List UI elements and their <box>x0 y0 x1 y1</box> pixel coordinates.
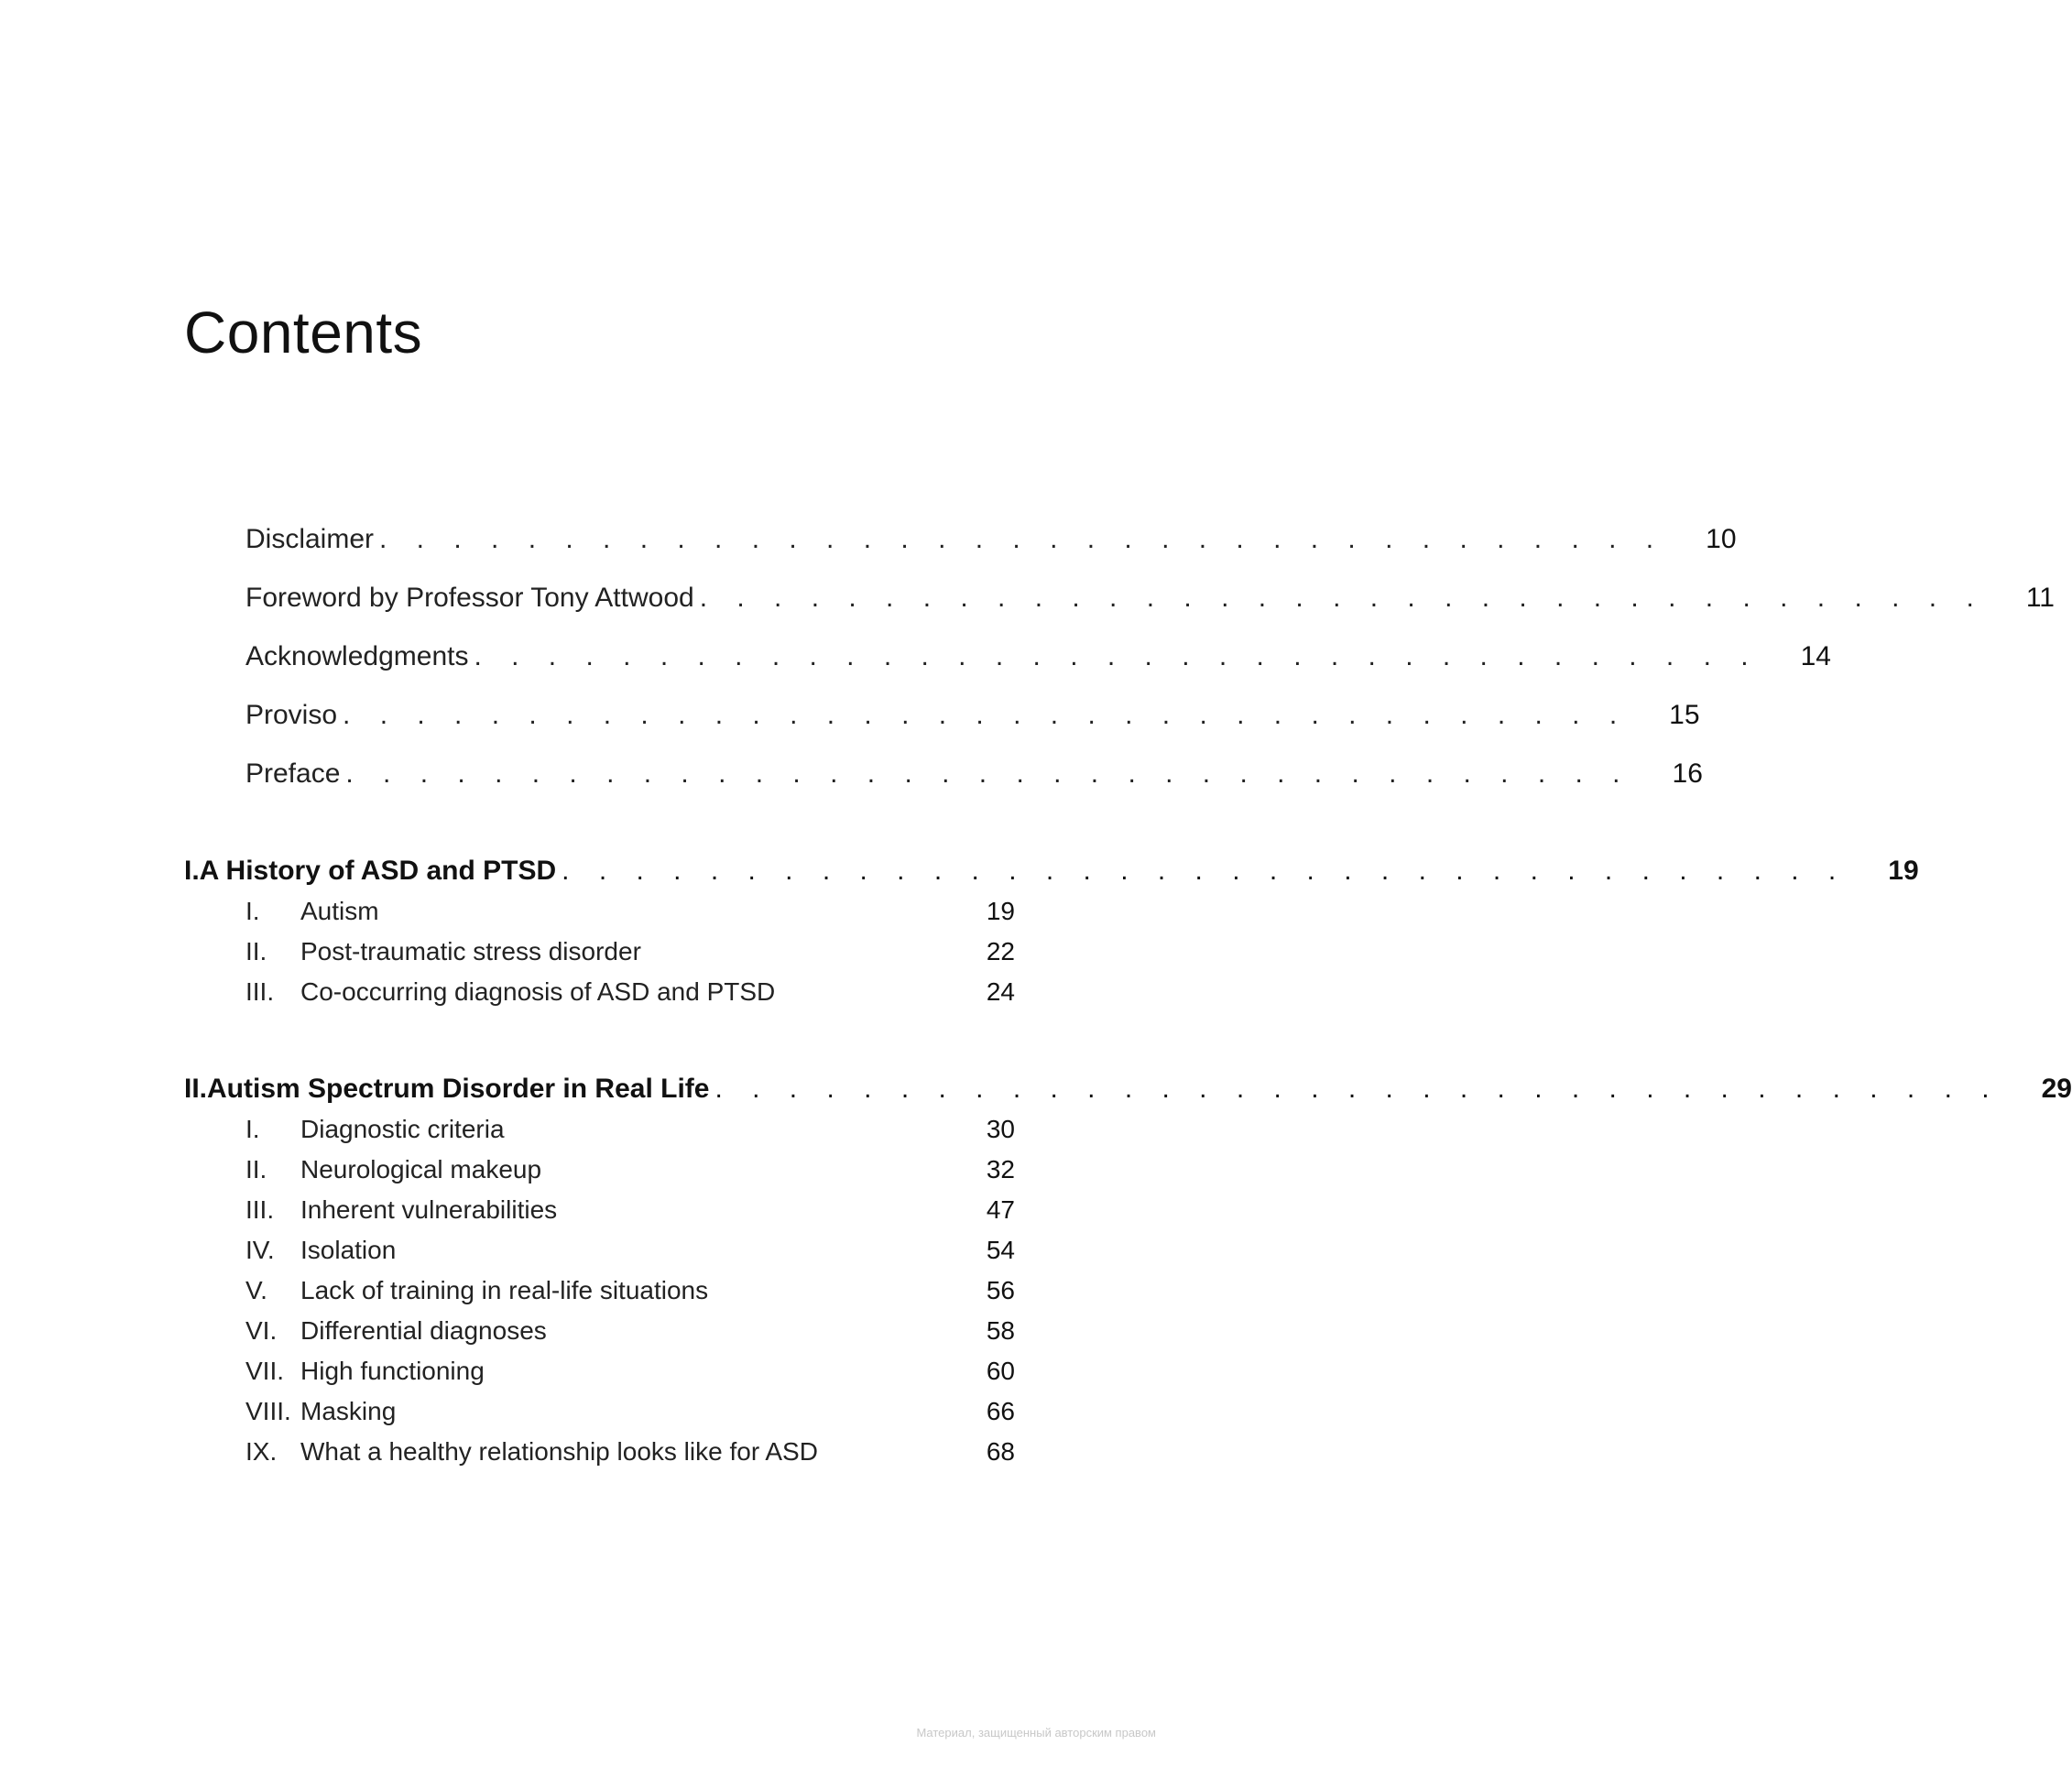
section-number: II. <box>245 1155 267 1183</box>
toc-entry-label: Acknowledgments <box>245 641 469 671</box>
toc-section[interactable] <box>245 1272 1015 1309</box>
toc-section[interactable] <box>245 1313 1015 1349</box>
section-number: VI. <box>245 1316 278 1345</box>
toc-section[interactable] <box>245 933 1015 970</box>
toc-page-number: 66 <box>986 1397 1015 1425</box>
toc-section[interactable] <box>245 974 1015 1010</box>
toc-page-number: 16 <box>1672 758 1703 789</box>
toc-page-number: 19 <box>1888 856 1919 886</box>
dot-leader: . . . . . . . . . . . . . . . . . . . . . . . . . . . . . . . . . . . <box>343 700 1629 730</box>
toc-chapter-1[interactable] <box>184 851 1919 891</box>
toc-page-number: 11 <box>2025 583 2055 613</box>
toc-entry-label: Proviso <box>245 700 338 730</box>
section-title: Masking <box>300 1397 397 1425</box>
section-number: III. <box>245 977 275 1006</box>
toc-section[interactable] <box>245 1192 1015 1228</box>
toc-page-number: 10 <box>1706 524 1737 554</box>
section-number: VIII. <box>245 1397 291 1425</box>
section-title: High functioning <box>300 1357 485 1385</box>
toc-entry-label: Preface <box>245 758 341 789</box>
toc-entry-proviso[interactable] <box>245 695 1700 736</box>
toc-page-number: 19 <box>986 897 1015 925</box>
toc-page-number: 47 <box>986 1195 1015 1224</box>
toc-page-number: 24 <box>986 977 1015 1006</box>
section-title: Differential diagnoses <box>300 1316 547 1345</box>
toc-page-number: 14 <box>1800 641 1831 671</box>
section-title: Autism <box>300 897 379 925</box>
toc-section[interactable] <box>245 1232 1015 1269</box>
toc-page-number: 29 <box>2041 1074 2072 1104</box>
toc-entry-foreword[interactable] <box>245 578 2055 618</box>
toc-entry-label: Foreword by Professor Tony Attwood <box>245 583 694 613</box>
section-title: Isolation <box>300 1236 397 1264</box>
toc-page-number: 54 <box>986 1236 1015 1264</box>
toc-chapter-2[interactable] <box>184 1069 2072 1109</box>
toc-section[interactable] <box>245 1353 1015 1390</box>
section-number: IX. <box>245 1437 278 1466</box>
section-number: VII. <box>245 1357 285 1385</box>
dot-leader: . . . . . . . . . . . . . . . . . . . . . . . . . . . . . . . . . . . <box>474 641 1760 671</box>
toc-page-number: 22 <box>986 937 1015 965</box>
section-number: IV. <box>245 1236 275 1264</box>
chapter-number: I. <box>184 856 200 886</box>
toc-section[interactable] <box>245 1151 1015 1188</box>
dot-leader: . . . . . . . . . . . . . . . . . . . . . . . . . . . . . . . . . . . <box>562 856 1848 886</box>
toc-page-number: 58 <box>986 1316 1015 1345</box>
toc-entry-label: Disclaimer <box>245 524 375 554</box>
section-number: I. <box>245 897 260 925</box>
section-title: What a healthy relationship looks like for ASD <box>300 1437 818 1466</box>
section-title: Inherent vulnerabilities <box>300 1195 558 1224</box>
chapter-title: Autism Spectrum Disorder in Real Life <box>207 1074 710 1104</box>
section-number: III. <box>245 1195 275 1224</box>
section-number: II. <box>245 937 267 965</box>
chapter-title: A History of ASD and PTSD <box>199 856 557 886</box>
section-title: Neurological makeup <box>300 1155 542 1183</box>
toc-page-number: 30 <box>986 1115 1015 1143</box>
page-title: Contents <box>184 300 423 365</box>
section-title: Diagnostic criteria <box>300 1115 505 1143</box>
section-title: Post-traumatic stress disorder <box>300 937 641 965</box>
toc-page-number: 15 <box>1669 700 1700 730</box>
toc-section[interactable] <box>245 1434 1015 1470</box>
toc-page-number: 68 <box>986 1437 1015 1466</box>
toc-section[interactable] <box>245 1393 1015 1430</box>
toc-page-number: 60 <box>986 1357 1015 1385</box>
dot-leader: . . . . . . . . . . . . . . . . . . . . . . . . . . . . . . . . . . . <box>699 583 1985 613</box>
section-number: I. <box>245 1115 260 1143</box>
toc-section[interactable] <box>245 1111 1015 1148</box>
toc-entry-preface[interactable] <box>245 754 1703 794</box>
dot-leader: . . . . . . . . . . . . . . . . . . . . . . . . . . . . . . . . . . . <box>379 524 1665 554</box>
toc-section[interactable] <box>245 893 1015 930</box>
section-title: Co-occurring diagnosis of ASD and PTSD <box>300 977 776 1006</box>
section-title: Lack of training in real-life situations <box>300 1276 709 1304</box>
section-number: V. <box>245 1276 267 1304</box>
copyright-watermark: Материал, защищенный авторским правом <box>916 1726 1156 1740</box>
chapter-number: II. <box>184 1074 208 1104</box>
toc-entry-disclaimer[interactable] <box>245 519 1737 560</box>
dot-leader: . . . . . . . . . . . . . . . . . . . . . . . . . . . . . . . . . . . <box>714 1074 2001 1104</box>
toc-entry-acknowledgments[interactable] <box>245 637 1831 677</box>
toc-page-number: 32 <box>986 1155 1015 1183</box>
toc-page-number: 56 <box>986 1276 1015 1304</box>
dot-leader: . . . . . . . . . . . . . . . . . . . . . . . . . . . . . . . . . . . <box>345 758 1631 789</box>
